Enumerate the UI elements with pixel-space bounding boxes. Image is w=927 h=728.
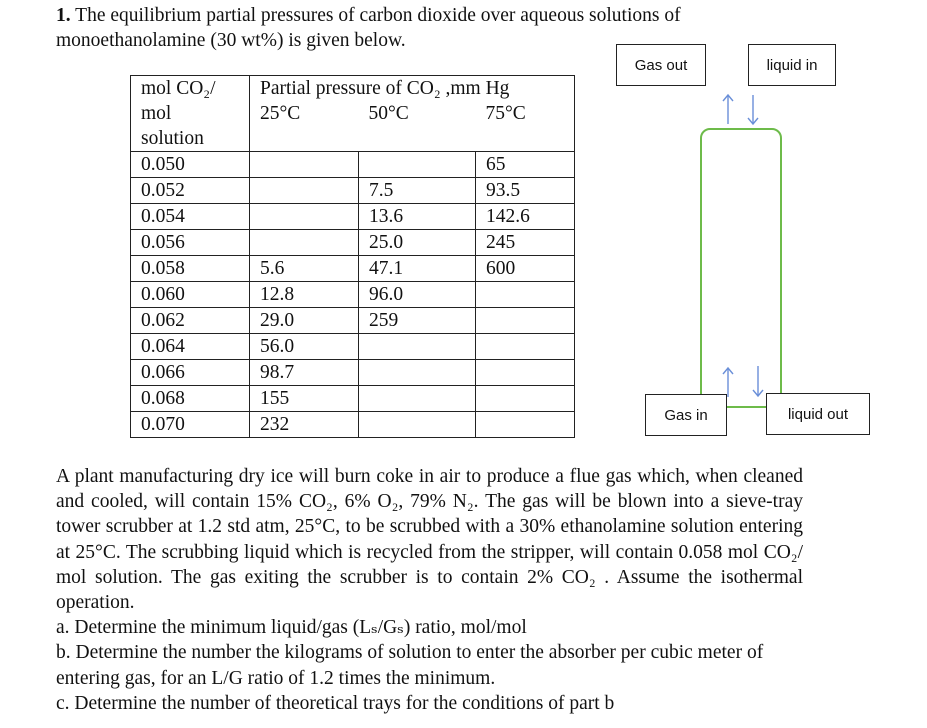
- mol-fraction-cell: 0.064: [131, 334, 250, 360]
- table-row: [131, 204, 575, 230]
- table-row: [131, 412, 575, 438]
- p25-cell: [250, 178, 359, 204]
- mol-fraction-cell: 0.062: [131, 308, 250, 334]
- question-intro-line1: The equilibrium partial pressures of carbon dioxide over aqueous solutions of: [75, 5, 681, 26]
- p75-cell: 245: [476, 230, 575, 256]
- flow-arrows: [600, 40, 920, 440]
- p25-cell: [250, 230, 359, 256]
- p25-cell: 232: [250, 412, 359, 438]
- table-row: [131, 230, 575, 256]
- mol-fraction-cell: 0.056: [131, 230, 250, 256]
- gas-out-label: Gas out: [616, 44, 706, 86]
- problem-paragraph: A plant manufacturing dry ice will burn coke in air to produce a flue gas which, when cleaned and cooled, will contain 15% CO₂, 6% O₂, 79% N₂. The gas will be blown into a sieve-tray tower scrubber at 1.2 std atm, 25°C, to be scrubbed with a 30% ethanolamine solution entering at 25°C. The scrubbing liquid which is recycled from the stripper, will contain 0.058 mol CO₂/ mol solution. The gas exiting the scrubber is to contain 2% CO₂ . Assume the isothermal operation.: [56, 466, 803, 614]
- question-number: 1.: [56, 5, 71, 26]
- p50-cell: [359, 386, 476, 412]
- table-row: [131, 386, 575, 412]
- p25-cell: 56.0: [250, 334, 359, 360]
- gas-in-label: Gas in: [645, 394, 727, 436]
- temp-header-25: 25°C: [250, 101, 359, 126]
- p75-cell: [476, 412, 575, 438]
- col0-header-line2: mol: [131, 101, 250, 126]
- p25-cell: 155: [250, 386, 359, 412]
- p50-cell: [359, 360, 476, 386]
- temp-header-50: 50°C: [368, 103, 409, 124]
- p50-cell: 25.0: [359, 230, 476, 256]
- part-b: b. Determine the number the kilograms of solution to enter the absorber per cubic meter of entering gas, for an L/G ratio of 1.2 times the minimum.: [56, 642, 764, 689]
- question-intro-line2: monoethanolamine (30 wt%) is given below.: [56, 30, 406, 51]
- mol-fraction-cell: 0.068: [131, 386, 250, 412]
- temp-header-75: 75°C: [476, 101, 575, 126]
- p75-cell: 142.6: [476, 204, 575, 230]
- equilibrium-table: [130, 75, 575, 438]
- p75-cell: [476, 308, 575, 334]
- p25-cell: 12.8: [250, 282, 359, 308]
- p25-cell: 29.0: [250, 308, 359, 334]
- table-row: [131, 152, 575, 178]
- mol-fraction-cell: 0.070: [131, 412, 250, 438]
- p75-cell: 65: [476, 152, 575, 178]
- p25-cell: 98.7: [250, 360, 359, 386]
- p25-cell: 5.6: [250, 256, 359, 282]
- p75-cell: [476, 386, 575, 412]
- partial-pressure-header: Partial pressure of CO₂ ,mm Hg: [250, 76, 575, 102]
- col0-header-line1: mol CO₂/: [131, 76, 250, 102]
- p50-cell: 7.5: [359, 178, 476, 204]
- p50-cell: 47.1: [359, 256, 476, 282]
- p75-cell: [476, 282, 575, 308]
- mol-fraction-cell: 0.050: [131, 152, 250, 178]
- table-row: [131, 334, 575, 360]
- p50-cell: 259: [359, 308, 476, 334]
- table-row: [131, 360, 575, 386]
- problem-statement: [56, 464, 803, 716]
- p25-cell: [250, 152, 359, 178]
- p75-cell: 600: [476, 256, 575, 282]
- part-c: c. Determine the number of theoretical trays for the conditions of part b: [56, 692, 615, 714]
- table-row: [131, 178, 575, 204]
- mol-fraction-cell: 0.060: [131, 282, 250, 308]
- table-row: [131, 256, 575, 282]
- p25-cell: [250, 204, 359, 230]
- p50-cell: 96.0: [359, 282, 476, 308]
- liquid-in-label: liquid in: [748, 44, 836, 86]
- mol-fraction-cell: 0.066: [131, 360, 250, 386]
- table-row: [131, 308, 575, 334]
- liquid-out-label: liquid out: [766, 393, 870, 435]
- p75-cell: [476, 360, 575, 386]
- p50-cell: [359, 334, 476, 360]
- mol-fraction-cell: 0.058: [131, 256, 250, 282]
- p75-cell: 93.5: [476, 178, 575, 204]
- p50-cell: [359, 152, 476, 178]
- absorber-diagram: [600, 40, 920, 440]
- p50-cell: 13.6: [359, 204, 476, 230]
- col0-header-line3: solution: [131, 126, 250, 152]
- p75-cell: [476, 334, 575, 360]
- part-a: a. Determine the minimum liquid/gas (Lₛ/Gₛ) ratio, mol/mol: [56, 617, 527, 639]
- mol-fraction-cell: 0.054: [131, 204, 250, 230]
- table-row: [131, 282, 575, 308]
- p50-cell: [359, 412, 476, 438]
- mol-fraction-cell: 0.052: [131, 178, 250, 204]
